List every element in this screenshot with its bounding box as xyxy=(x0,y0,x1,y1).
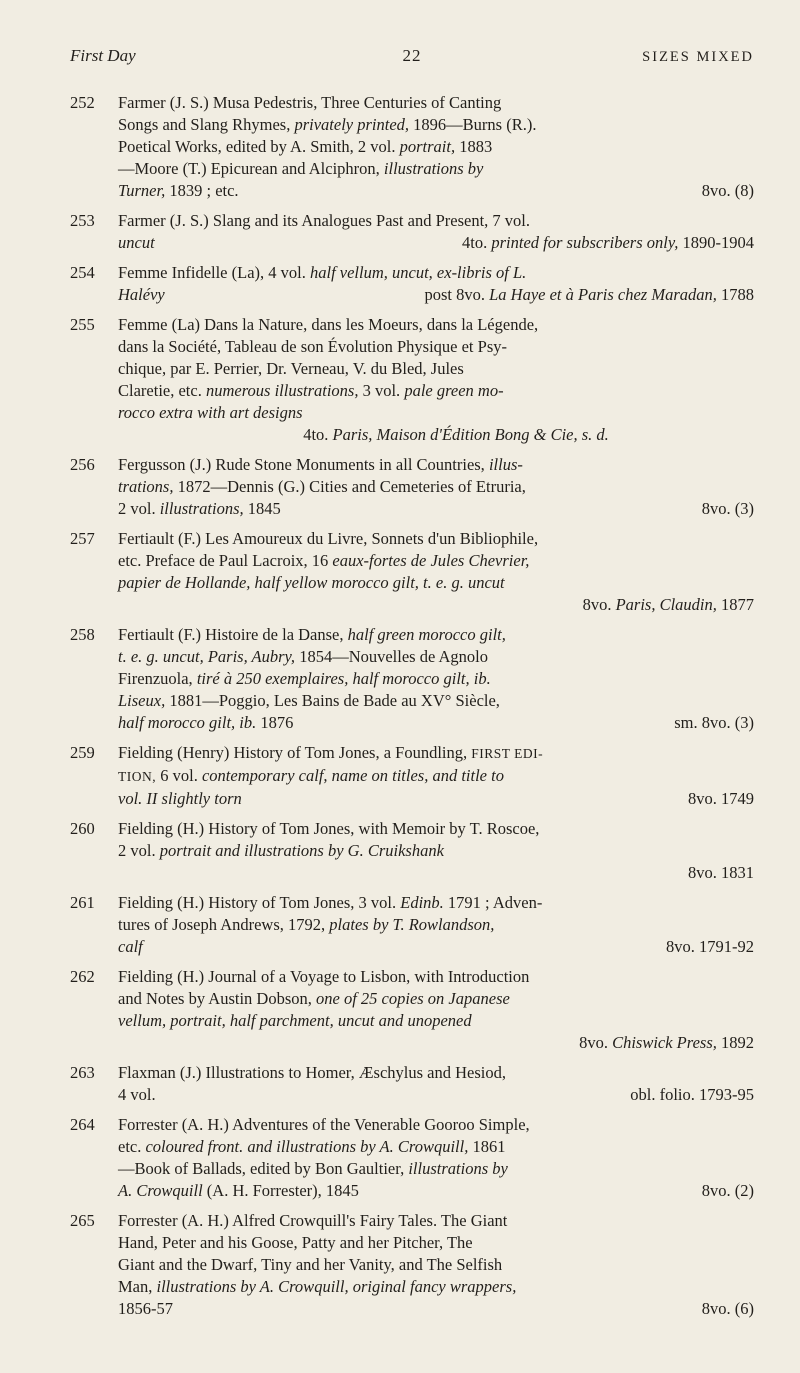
lot-number: 265 xyxy=(70,1211,95,1230)
lot-number: 264 xyxy=(70,1115,95,1134)
catalog-entry xyxy=(70,528,754,616)
entry-line xyxy=(118,476,754,498)
text-segment: 2 vol. xyxy=(118,499,160,518)
entry-text xyxy=(118,788,242,810)
imprint-size xyxy=(702,1180,754,1202)
entry-line xyxy=(118,314,754,336)
text-segment: eaux-fortes de Jules Chevrier, xyxy=(332,551,530,570)
entry-text xyxy=(118,359,464,378)
text-segment: illustrations by A. Crowquill, original fancy wrappers, xyxy=(156,1277,517,1296)
entry-line xyxy=(118,818,754,840)
entry-text xyxy=(118,1211,507,1230)
text-segment: chique, par E. Perrier, Dr. Verneau, V. du Bled, Jules xyxy=(118,359,464,378)
text-segment: 1839 ; etc. xyxy=(165,181,239,200)
text-segment: Forrester (A. H.) Alfred Crowquill's Fairy Tales. The Giant xyxy=(118,1211,508,1230)
entry-line xyxy=(118,712,754,734)
entry-line xyxy=(118,1180,754,1202)
entry-body xyxy=(118,892,754,958)
entry-body xyxy=(118,742,754,810)
text-segment: 1896—Burns (R.). xyxy=(409,115,537,134)
text-segment: Firenzuola, xyxy=(118,669,197,688)
entry-body xyxy=(118,528,754,616)
text-segment: obl. folio. 1793-95 xyxy=(630,1085,754,1104)
entry-line xyxy=(118,1032,754,1054)
text-segment: 2 vol. xyxy=(118,841,160,860)
catalog-entry xyxy=(70,314,754,446)
catalog-entry xyxy=(70,210,754,254)
lot-number: 253 xyxy=(70,211,95,230)
entry-body xyxy=(118,1062,754,1106)
entry-body xyxy=(118,624,754,734)
entry-text xyxy=(118,712,293,734)
text-segment: 1791 ; Adven- xyxy=(443,893,543,912)
entry-line xyxy=(118,180,754,202)
lot-number: 256 xyxy=(70,455,95,474)
text-segment: 8vo. (3) xyxy=(701,499,754,518)
text-segment: half morocco gilt, ib. xyxy=(118,713,257,732)
text-segment: vellum, portrait, half parchment, uncut and unopened xyxy=(118,1011,472,1030)
entry-text xyxy=(118,743,543,762)
text-segment: 1788 xyxy=(716,285,754,304)
entry-line xyxy=(118,936,754,958)
entry-line xyxy=(118,690,754,712)
text-segment: Songs and Slang Rhymes, xyxy=(118,115,295,134)
imprint-size xyxy=(702,180,754,202)
entry-text xyxy=(118,625,506,644)
text-segment: dans la Société, Tableau de son Évolution Physique et Psy- xyxy=(118,337,507,356)
text-segment: 1856-57 xyxy=(118,1299,173,1318)
entry-text xyxy=(118,841,444,860)
entry-text xyxy=(118,691,500,710)
entry-line xyxy=(118,988,754,1010)
text-segment: Flaxman (J.) Illustrations to Homer, Æschylus and Hesiod, xyxy=(118,1063,506,1082)
entry-text xyxy=(118,1233,473,1252)
text-segment: Giant and the Dwarf, Tiny and her Vanity, and The Selfish xyxy=(118,1255,503,1274)
text-segment: uncut xyxy=(118,233,155,252)
catalog-entry xyxy=(70,1114,754,1202)
entry-text xyxy=(118,1084,156,1106)
text-segment: post 8vo. xyxy=(424,285,490,304)
entry-text xyxy=(118,337,507,356)
text-segment: 8vo. xyxy=(582,595,616,614)
entry-body xyxy=(118,262,754,306)
entry-line xyxy=(118,646,754,668)
text-segment: papier de Hollande, half yellow morocco gilt, t. e. g. uncut xyxy=(118,573,505,592)
lot-number: 255 xyxy=(70,315,95,334)
text-segment: Fertiault (F.) Histoire de la Danse, xyxy=(118,625,348,644)
entry-line xyxy=(118,454,754,476)
text-segment: Fielding (Henry) History of Tom Jones, a Foundling, xyxy=(118,743,472,762)
entry-line xyxy=(118,1232,754,1254)
entry-body xyxy=(118,454,754,520)
catalog-entry xyxy=(70,262,754,306)
imprint-size xyxy=(583,594,754,616)
entry-text xyxy=(118,93,501,112)
text-segment: 1892 xyxy=(716,1033,754,1052)
text-segment: 1877 xyxy=(716,595,754,614)
text-segment: 3 vol. xyxy=(358,381,405,400)
text-segment: 8vo. (2) xyxy=(701,1181,754,1200)
text-segment: Edinb. xyxy=(400,893,444,912)
text-segment: half vellum, uncut, ex-libris of L. xyxy=(309,263,527,282)
text-segment: 1861 xyxy=(468,1137,506,1156)
catalog-entry xyxy=(70,624,754,734)
text-segment: Femme (La) Dans la Nature, dans les Moeurs, dans la Légende, xyxy=(118,315,539,334)
text-segment: 1876 xyxy=(256,713,294,732)
lot-number: 261 xyxy=(70,893,95,912)
text-segment: etc. xyxy=(118,1137,146,1156)
text-segment: TION, xyxy=(118,769,157,784)
text-segment: portrait, xyxy=(399,137,456,156)
entry-text xyxy=(118,498,281,520)
text-segment: 8vo. (6) xyxy=(701,1299,754,1318)
entry-text xyxy=(118,381,504,400)
imprint-size xyxy=(688,788,754,810)
entry-text xyxy=(118,284,165,306)
running-head-day: First Day xyxy=(70,46,136,65)
entry-text xyxy=(118,967,529,986)
text-segment: Farmer (J. S.) Slang and its Analogues Past and Present, 7 vol. xyxy=(118,211,531,230)
entry-text xyxy=(118,263,526,282)
entry-text xyxy=(118,315,538,334)
entry-text xyxy=(118,819,539,838)
running-head xyxy=(70,46,754,66)
page-number: 22 xyxy=(402,46,422,65)
lot-number: 254 xyxy=(70,263,95,282)
imprint-size xyxy=(630,1084,754,1106)
entry-line xyxy=(118,1298,754,1320)
entry-line xyxy=(118,1210,754,1232)
entry-text xyxy=(118,551,529,570)
text-segment: Poetical Works, edited by A. Smith, 2 vol. xyxy=(118,137,400,156)
entry-text xyxy=(118,766,504,785)
entry-body xyxy=(118,1114,754,1202)
entry-line xyxy=(118,892,754,914)
text-segment: tures of Joseph Andrews, 1792, xyxy=(118,915,330,934)
text-segment: Halévy xyxy=(118,285,165,304)
entry-line xyxy=(118,594,754,616)
text-segment: illustrations by xyxy=(408,1159,508,1178)
text-segment: Fielding (H.) Journal of a Voyage to Lisbon, with Introduction xyxy=(118,967,530,986)
text-segment: 8vo. xyxy=(579,1033,613,1052)
imprint-size xyxy=(666,936,754,958)
entry-line xyxy=(118,1158,754,1180)
entry-text xyxy=(118,669,491,688)
entry-body xyxy=(118,818,754,884)
text-segment: Femme Infidelle (La), 4 vol. xyxy=(118,263,310,282)
entry-line xyxy=(118,765,754,788)
entry-text xyxy=(118,455,523,474)
text-segment: Chiswick Press, xyxy=(612,1033,717,1052)
entry-line xyxy=(118,498,754,520)
entry-line xyxy=(118,1010,754,1032)
entry-text xyxy=(118,1298,173,1320)
entry-text xyxy=(118,1180,359,1202)
text-segment: Fielding (H.) History of Tom Jones, with Memoir by T. Roscoe, xyxy=(118,819,540,838)
entry-line xyxy=(118,284,754,306)
catalog-entry xyxy=(70,892,754,958)
text-segment: tiré à 250 exemplaires, half morocco gilt, ib. xyxy=(196,669,491,688)
entry-line xyxy=(118,232,754,254)
entry-text xyxy=(118,1115,530,1134)
text-segment: half green morocco gilt, xyxy=(347,625,506,644)
text-segment: 8vo. 1749 xyxy=(688,789,754,808)
text-segment: rocco extra with art designs xyxy=(118,403,303,422)
text-segment: 4to. xyxy=(462,233,492,252)
entry-text xyxy=(118,936,143,958)
catalog-entry xyxy=(70,966,754,1054)
entry-text xyxy=(118,647,488,666)
entry-line xyxy=(118,358,754,380)
entry-body xyxy=(118,92,754,202)
imprint-size xyxy=(688,862,754,884)
entry-line xyxy=(118,380,754,402)
text-segment: etc. Preface de Paul Lacroix, 16 xyxy=(118,551,333,570)
lot-number: 262 xyxy=(70,967,95,986)
text-segment: Fertiault (F.) Les Amoureux du Livre, Sonnets d'un Bibliophile, xyxy=(118,529,539,548)
text-segment: 4to. xyxy=(303,425,333,444)
text-segment: 1883 xyxy=(455,137,493,156)
text-segment: Hand, Peter and his Goose, Patty and her Pitcher, The xyxy=(118,1233,473,1252)
text-segment: illus- xyxy=(488,455,523,474)
entry-text xyxy=(118,1063,506,1082)
imprint-size xyxy=(702,1298,754,1320)
text-segment: Fielding (H.) History of Tom Jones, 3 vol. xyxy=(118,893,401,912)
text-segment: 8vo. (8) xyxy=(701,181,754,200)
entry-line xyxy=(118,914,754,936)
text-segment: 1881—Poggio, Les Bains de Bade au XV° Siècle, xyxy=(165,691,500,710)
entry-body xyxy=(118,1210,754,1320)
entry-text xyxy=(118,989,510,1008)
entry-line xyxy=(118,402,754,424)
text-segment: Paris, Maison d'Édition Bong & Cie, s. d. xyxy=(332,425,609,444)
entry-line xyxy=(118,550,754,572)
entry-line xyxy=(118,114,754,136)
entry-text xyxy=(118,893,542,912)
text-segment: 6 vol. xyxy=(156,766,202,785)
imprint-size xyxy=(674,712,754,734)
catalog-entry xyxy=(70,742,754,810)
entry-line xyxy=(118,1254,754,1276)
text-segment: Liseux, xyxy=(118,691,166,710)
text-segment: 1890-1904 xyxy=(678,233,754,252)
entry-line xyxy=(118,210,754,232)
entry-line xyxy=(118,1062,754,1084)
entry-line xyxy=(118,788,754,810)
entry-text xyxy=(118,1255,502,1274)
text-segment: and Notes by Austin Dobson, xyxy=(118,989,316,1008)
text-segment: —Book of Ballads, edited by Bon Gaultier, xyxy=(118,1159,409,1178)
text-segment: vol. II slightly torn xyxy=(118,789,242,808)
entry-line xyxy=(118,1084,754,1106)
text-segment: privately printed, xyxy=(294,115,410,134)
entry-line xyxy=(118,336,754,358)
entry-line xyxy=(118,1114,754,1136)
entry-line xyxy=(118,624,754,646)
entry-line xyxy=(118,1276,754,1298)
entry-body xyxy=(118,966,754,1054)
text-segment: coloured front. and illustrations by A. Crowquill, xyxy=(145,1137,469,1156)
text-segment: one of 25 copies on Japanese xyxy=(316,989,510,1008)
text-segment: FIRST EDI- xyxy=(471,746,544,761)
lot-number: 263 xyxy=(70,1063,95,1082)
text-segment: Farmer (J. S.) Musa Pedestris, Three Centuries of Canting xyxy=(118,93,502,112)
imprint-size xyxy=(424,284,754,306)
text-segment: Turner, xyxy=(118,181,166,200)
entry-line xyxy=(118,92,754,114)
entry-line xyxy=(118,862,754,884)
text-segment: t. e. g. uncut, Paris, Aubry, xyxy=(118,647,296,666)
lot-number: 258 xyxy=(70,625,95,644)
entry-body xyxy=(118,314,754,446)
entry-text xyxy=(118,232,155,254)
catalog-entries xyxy=(70,92,754,1320)
lot-number: 252 xyxy=(70,93,95,112)
lot-number: 260 xyxy=(70,819,95,838)
catalog-entry xyxy=(70,1062,754,1106)
catalog-entry xyxy=(70,1210,754,1320)
text-segment: 8vo. 1831 xyxy=(688,863,754,882)
entry-text xyxy=(118,403,303,422)
lot-number: 259 xyxy=(70,743,95,762)
text-segment: illustrations, xyxy=(159,499,244,518)
running-head-sizes: SIZES MIXED xyxy=(642,49,754,65)
entry-line xyxy=(118,966,754,988)
entry-text xyxy=(118,477,526,496)
entry-body xyxy=(118,210,754,254)
entry-text xyxy=(118,573,505,592)
imprint-size xyxy=(579,1032,754,1054)
text-segment: numerous illustrations, xyxy=(205,381,359,400)
text-segment: contemporary calf, name on titles, and title to xyxy=(201,766,504,785)
text-segment: Fergusson (J.) Rude Stone Monuments in all Countries, xyxy=(118,455,489,474)
text-segment: 1845 xyxy=(243,499,281,518)
entry-line xyxy=(118,262,754,284)
text-segment: Claretie, etc. xyxy=(118,381,206,400)
text-segment: —Moore (T.) Epicurean and Alciphron, xyxy=(118,159,384,178)
entry-text xyxy=(118,915,494,934)
entry-text xyxy=(118,1277,516,1296)
text-segment: Forrester (A. H.) Adventures of the Venerable Gooroo Simple, xyxy=(118,1115,530,1134)
entry-text xyxy=(118,1011,472,1030)
text-segment: La Haye et à Paris chez Maradan, xyxy=(489,285,717,304)
text-segment: plates by T. Rowlandson, xyxy=(329,915,495,934)
text-segment: sm. 8vo. (3) xyxy=(674,713,754,732)
imprint-size xyxy=(462,232,754,254)
entry-line xyxy=(118,158,754,180)
text-segment: 1872—Dennis (G.) Cities and Cemeteries of Etruria, xyxy=(173,477,526,496)
entry-text xyxy=(118,159,483,178)
entry-line xyxy=(118,572,754,594)
text-segment: 4 vol. xyxy=(118,1085,156,1104)
text-segment: printed for subscribers only, xyxy=(491,233,679,252)
catalog-entry xyxy=(70,92,754,202)
text-segment: A. Crowquill xyxy=(118,1181,203,1200)
text-segment: Paris, Claudin, xyxy=(615,595,717,614)
entry-line xyxy=(118,668,754,690)
entry-line xyxy=(118,528,754,550)
text-segment: 1854—Nouvelles de Agnolo xyxy=(295,647,489,666)
text-segment: trations, xyxy=(118,477,174,496)
imprint-size xyxy=(702,498,754,520)
entry-text xyxy=(118,529,538,548)
text-segment: illustrations by xyxy=(383,159,484,178)
entry-line xyxy=(118,424,754,446)
text-segment: calf xyxy=(118,937,143,956)
entry-text xyxy=(118,1159,508,1178)
text-segment: portrait and illustrations by G. Cruikshank xyxy=(159,841,444,860)
entry-text xyxy=(118,115,536,134)
entry-text xyxy=(303,425,609,444)
entry-text xyxy=(118,137,492,156)
text-segment: (A. H. Forrester), 1845 xyxy=(202,1181,359,1200)
entry-line xyxy=(118,840,754,862)
catalog-entry xyxy=(70,818,754,884)
entry-line xyxy=(118,742,754,765)
catalog-entry xyxy=(70,454,754,520)
entry-text xyxy=(118,180,239,202)
entry-text xyxy=(118,1137,505,1156)
entry-line xyxy=(118,1136,754,1158)
lot-number: 257 xyxy=(70,529,95,548)
text-segment: pale green mo- xyxy=(404,381,504,400)
text-segment: Man, xyxy=(118,1277,157,1296)
entry-line xyxy=(118,136,754,158)
entry-text xyxy=(118,211,530,230)
text-segment: 8vo. 1791-92 xyxy=(666,937,754,956)
